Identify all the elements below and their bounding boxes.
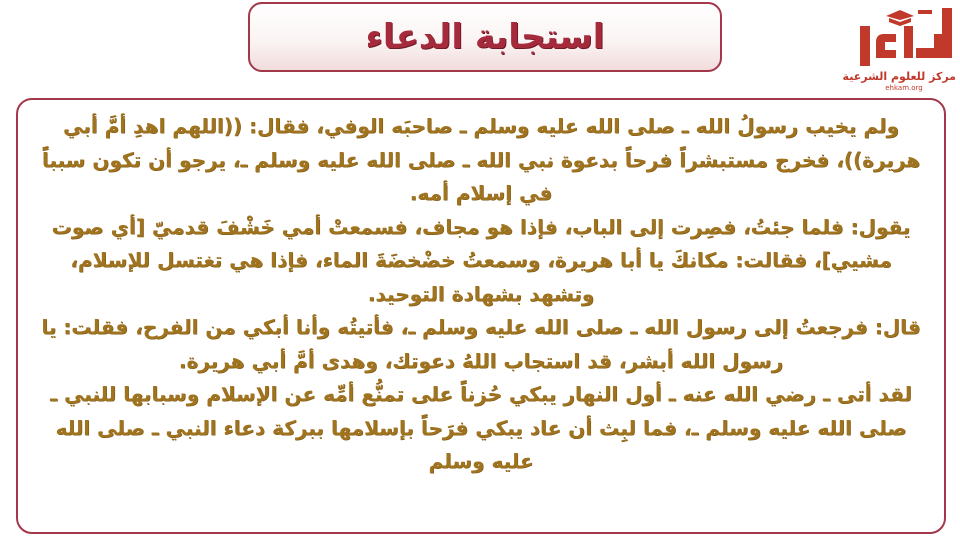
slide-title: استجابة الدعاء [365,17,605,57]
paragraph-2: يقول: فلما جئتُ، فصِرت إلى الباب، فإذا هو مجاف، فسمعتْ أمي خَشْفَ قدميّ [أي صوت مشيي]، فقالت: مكانكَ يا أبا هريرة، وسمعتُ خضْخضَةَ الماء، فإذا هي تغتسل للإسلام، وتشهد بشهادة التوحيد. [51,214,911,306]
paragraph-4: لقد أتى ـ رضي الله عنه ـ أول النهار يبكي حُزناً على تمنُّع أمِّه عن الإسلام وسبابها للنبي ـ صلى الله عليه وسلم ـ، فما لبِث أن عاد يبكي فرَحاً بإسلامها ببركة دعاء النبي ـ صلى الله عليه وسلم [50,382,912,473]
paragraph-1: ولم يخيب رسولُ الله ـ صلى الله عليه وسلم ـ صاحبَه الوفي، فقال: ((اللهم اهدِ أمَّ أبي هريرة))، فخرج مستبشراً فرحاً بدعوة نبي الله ـ صلى الله عليه وسلم ـ، يرجو أن تكون سبباً في إسلام أمه. [41,114,921,205]
paragraph-3: قال: فرجعتُ إلى رسول الله ـ صلى الله عليه وسلم ـ، فأتيتُه وأنا أبكي من الفرح، فقلت: يا رسول الله أبشر، قد استجاب اللهُ دعوتك، وهدى أمَّ أبي هريرة. [41,315,921,373]
logo-caption: مركز للعلوم الشرعية [842,70,956,83]
logo-url: ehkam.org [885,84,923,92]
ehkam-logo-icon [856,4,956,68]
title-banner [248,2,722,72]
content-box [16,98,946,534]
logo [842,4,956,94]
